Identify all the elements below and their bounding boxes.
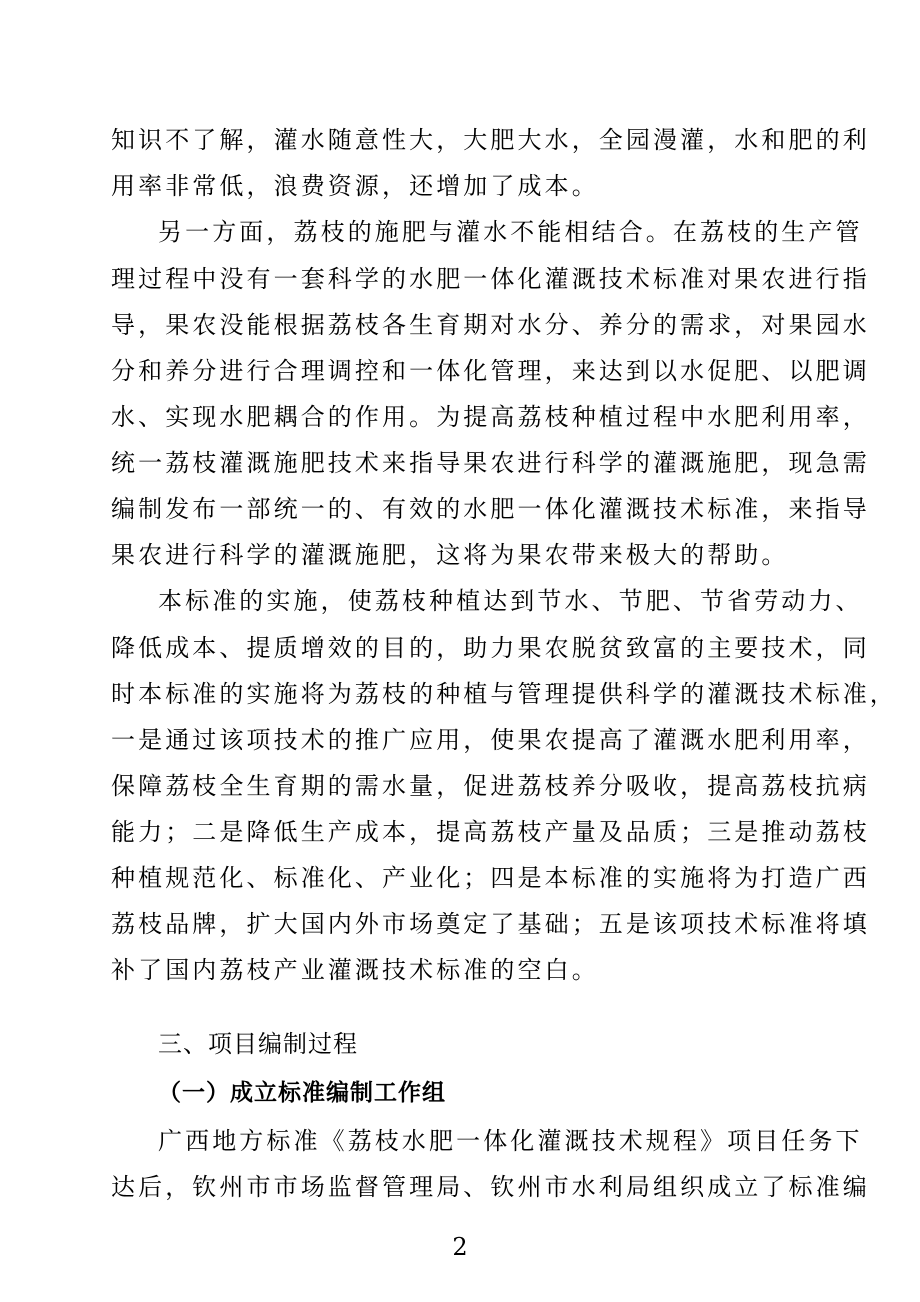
paragraph-3-line-4: 一是通过该项技术的推广应用，使果农提高了灌溉水肥利用率， — [111, 726, 870, 754]
paragraph-2-line-5: 水、实现水肥耦合的作用。为提高荔枝种植过程中水肥利用率， — [111, 403, 870, 431]
paragraph-3-line-1: 本标准的实施，使荔枝种植达到节水、节肥、节省劳动力、 — [158, 587, 863, 615]
paragraph-3-line-8: 荔枝品牌，扩大国内外市场奠定了基础；五是该项技术标准将填 — [111, 910, 870, 938]
paragraph-4-line-1: 广西地方标准《荔枝水肥一体化灌溉技术规程》项目任务下 — [158, 1127, 863, 1155]
section-heading: 三、项目编制过程 — [158, 1030, 358, 1058]
paragraph-3-line-2: 降低成本、提质增效的目的，助力果农脱贫致富的主要技术，同 — [111, 634, 870, 662]
paragraph-4-line-2: 达后，钦州市市场监督管理局、钦州市水利局组织成立了标准编 — [111, 1173, 870, 1201]
paragraph-1-line-1: 知识不了解，灌水随意性大，大肥大水，全园漫灌，水和肥的利 — [111, 126, 870, 154]
subsection-heading: （一）成立标准编制工作组 — [158, 1079, 446, 1106]
paragraph-3-line-7: 种植规范化、标准化、产业化；四是本标准的实施将为打造广西 — [111, 864, 870, 892]
page-number: 2 — [452, 1233, 468, 1261]
paragraph-2-line-3: 导，果农没能根据荔枝各生育期对水分、养分的需求，对果园水 — [111, 311, 870, 339]
paragraph-3-line-9: 补了国内荔枝产业灌溉技术标准的空白。 — [111, 956, 599, 984]
paragraph-3-line-6: 能力；二是降低生产成本，提高荔枝产量及品质；三是推动荔枝 — [111, 818, 870, 846]
paragraph-2-line-2: 理过程中没有一套科学的水肥一体化灌溉技术标准对果农进行指 — [111, 265, 870, 293]
paragraph-2-line-4: 分和养分进行合理调控和一体化管理，来达到以水促肥、以肥调 — [111, 357, 870, 385]
paragraph-2-line-8: 果农进行科学的灌溉施肥，这将为果农带来极大的帮助。 — [111, 541, 789, 569]
paragraph-2-line-6: 统一荔枝灌溉施肥技术来指导果农进行科学的灌溉施肥，现急需 — [111, 449, 870, 477]
paragraph-2-line-7: 编制发布一部统一的、有效的水肥一体化灌溉技术标准，来指导 — [111, 495, 870, 523]
paragraph-1-line-2: 用率非常低，浪费资源，还增加了成本。 — [111, 172, 599, 200]
paragraph-2-line-1: 另一方面，荔枝的施肥与灌水不能相结合。在荔枝的生产管 — [158, 218, 863, 246]
paragraph-3-line-5: 保障荔枝全生育期的需水量，促进荔枝养分吸收，提高荔枝抗病 — [111, 772, 870, 800]
paragraph-3-line-3: 时本标准的实施将为荔枝的种植与管理提供科学的灌溉技术标准， — [111, 680, 897, 708]
